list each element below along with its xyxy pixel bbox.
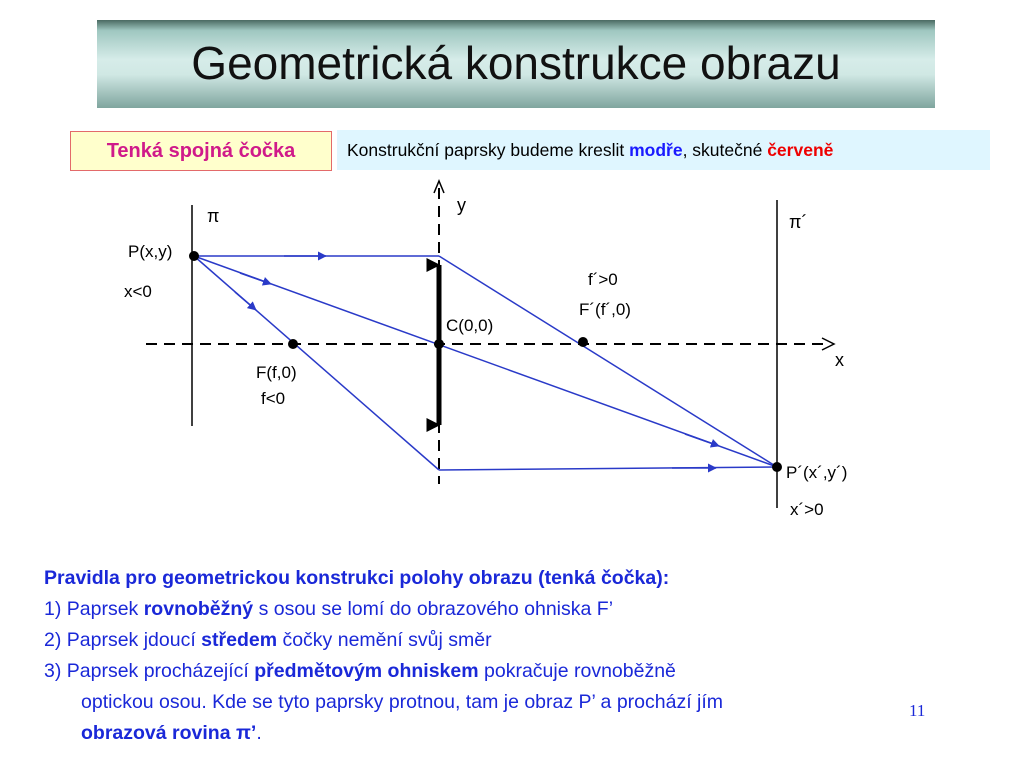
rules-heading: Pravidla pro geometrickou konstrukci polohy obrazu (tenká čočka): bbox=[44, 567, 670, 589]
ray-focal-arrow bbox=[235, 292, 256, 310]
rule-1-pre: 1) Paprsek bbox=[44, 598, 144, 620]
pi-prime-label: π´ bbox=[789, 212, 808, 232]
rule-2-post: čočky nemění svůj směr bbox=[277, 629, 492, 651]
rule-3-image-plane: obrazová rovina π’ bbox=[81, 722, 257, 744]
image-focus-dot bbox=[578, 337, 588, 347]
rule-1-post: s osou se lomí do obrazového ohniska F’ bbox=[253, 598, 614, 620]
ray-center-arrow-1 bbox=[240, 273, 271, 284]
object-focus-label: F(f,0) bbox=[256, 363, 297, 382]
center-label: C(0,0) bbox=[446, 316, 494, 335]
rule-3 bbox=[44, 656, 964, 687]
rule-3-end: . bbox=[256, 722, 262, 744]
object-point-label: P(x,y) bbox=[128, 242, 173, 261]
x-axis-label: x bbox=[835, 350, 844, 370]
image-x-condition: x´>0 bbox=[790, 500, 824, 519]
rule-3-line-3 bbox=[44, 718, 964, 749]
slide-title: Geometrická konstrukce obrazu bbox=[191, 37, 841, 89]
image-focal-condition: f´>0 bbox=[588, 270, 618, 289]
rule-3-post: pokračuje rovnoběžně bbox=[478, 660, 676, 682]
y-axis-label: y bbox=[457, 195, 466, 215]
image-point-label: P´(x´,y´) bbox=[786, 463, 848, 482]
note-blue-word: modře bbox=[629, 140, 683, 160]
rule-2-bold: středem bbox=[201, 629, 278, 651]
note-middle: , skutečné bbox=[682, 140, 768, 160]
pi-label: π bbox=[207, 206, 220, 226]
rule-2 bbox=[44, 625, 964, 656]
rule-1 bbox=[44, 594, 964, 625]
rule-2-pre: 2) Paprsek jdoucí bbox=[44, 629, 202, 651]
ray-center-arrow-2 bbox=[685, 434, 719, 446]
ray-focal-incident bbox=[194, 256, 439, 470]
object-point-dot bbox=[189, 251, 199, 261]
rule-3-pre: 3) Paprsek procházející bbox=[44, 660, 255, 682]
rule-3-line-2: optickou osou. Kde se tyto paprsky protnou, tam je obraz P’ a prochází jím bbox=[81, 691, 724, 713]
center-dot bbox=[434, 339, 444, 349]
rule-3-bold: předmětovým ohniskem bbox=[254, 660, 479, 682]
construction-rules bbox=[44, 563, 964, 749]
note-red-word: červeně bbox=[767, 140, 834, 160]
object-x-condition: x<0 bbox=[124, 282, 152, 301]
slide-number: 11 bbox=[909, 701, 926, 720]
object-focus-dot bbox=[288, 339, 298, 349]
image-point-dot bbox=[772, 462, 782, 472]
lens-type-label: Tenká spojná čočka bbox=[106, 140, 296, 162]
x-axis-arrow-icon bbox=[822, 338, 834, 350]
ray-focal-refracted bbox=[439, 467, 777, 470]
image-focus-label: F´(f´,0) bbox=[579, 300, 631, 319]
note-before: Konstrukční paprsky budeme kreslit bbox=[347, 140, 630, 160]
object-focal-condition: f<0 bbox=[261, 389, 286, 408]
rule-1-bold: rovnoběžný bbox=[143, 598, 254, 620]
